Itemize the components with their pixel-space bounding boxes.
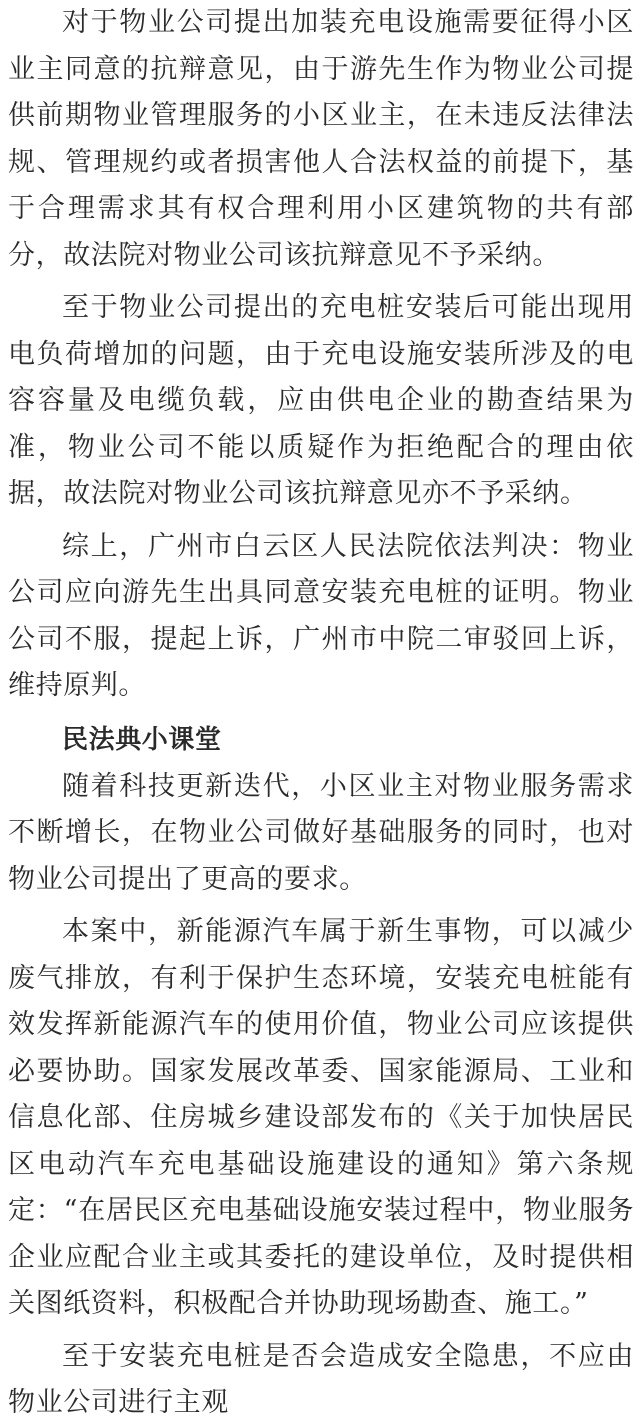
paragraph-defense-power-load: 至于物业公司提出的充电桩安装后可能出现用电负荷增加的问题，由于充电设施安装所涉及的电容容量及电缆负载，应由供电企业的勘查结果为准，物业公司不能以质疑作为拒绝配合的理由依据，故法院对物业公司该抗辩意见亦不予采纳。 <box>8 292 634 509</box>
paragraph-defense-consent: 对于物业公司提出加装充电设施需要征得小区业主同意的抗辩意见，由于游先生作为物业公司提供前期物业管理服务的小区业主，在未违反法律法规、管理规约或者损害他人合法权益的前提下，基于合理需求其有权合理利用小区建筑物的共有部分，故法院对物业公司该抗辩意见不予采纳。 <box>8 7 634 271</box>
paragraph-case-analysis: 本案中，新能源汽车属于新生事物，可以减少废气排放，有利于保护生态环境，安装充电桩能有效发挥新能源汽车的使用价值，物业公司应该提供必要协助。国家发展改革委、国家能源局、工业和信息化部、住房城乡建设部发布的《关于加快居民区电动汽车充电基础设施建设的通知》第六条规定：“在居民区充电基础设施安装过程中，物业服务企业应配合业主或其委托的建设单位，及时提供相关图纸资料，积极配合并协助现场勘查、施工。” <box>8 916 634 1319</box>
paragraph-intro: 随着科技更新迭代，小区业主对物业服务需求不断增长，在物业公司做好基础服务的同时，也对物业公司提出了更高的要求。 <box>8 770 634 895</box>
section-heading: 民法典小课堂 <box>62 724 222 755</box>
paragraph-safety: 至于安装充电桩是否会造成安全隐患，不应由物业公司进行主观 <box>8 1340 634 1418</box>
paragraph-judgment: 综上，广州市白云区人民法院依法判决：物业公司应向游先生出具同意安装充电桩的证明。物业公司不服，提起上诉，广州市中院二审驳回上诉，维持原判。 <box>8 530 634 701</box>
